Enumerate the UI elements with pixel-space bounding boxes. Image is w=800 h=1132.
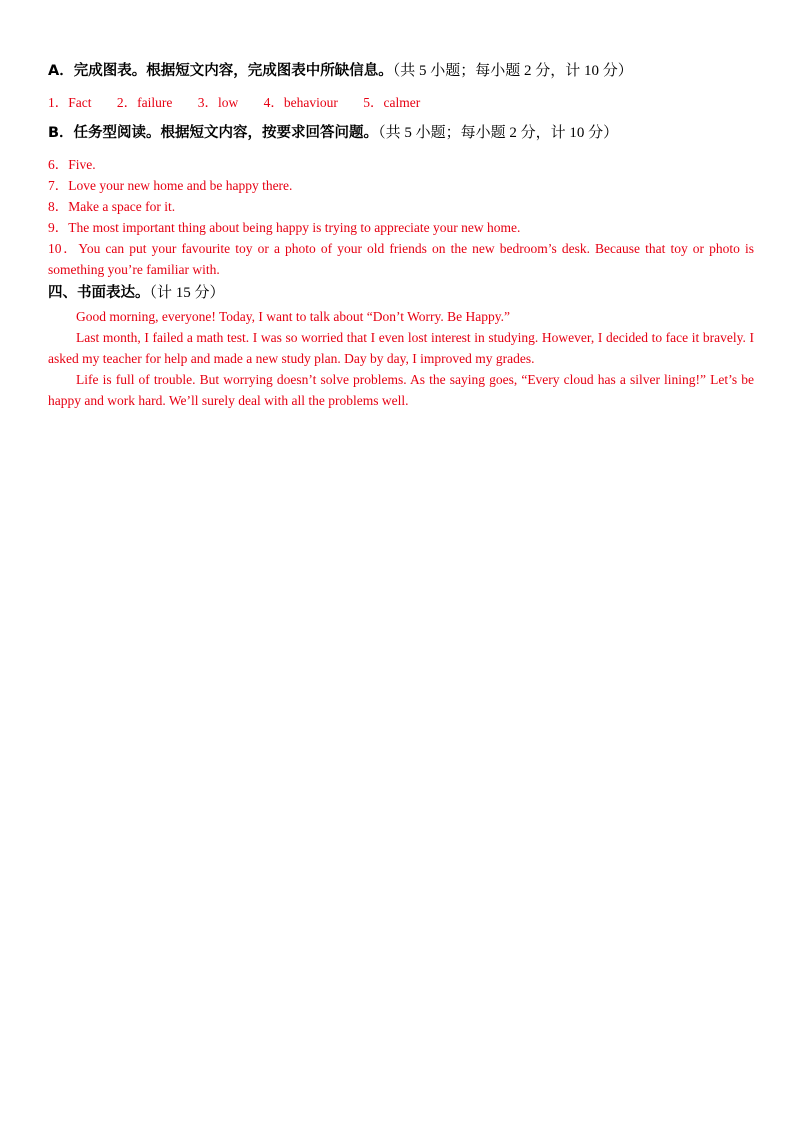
section-4-heading (48, 280, 754, 306)
answer-sheet (48, 58, 754, 411)
section-b-answers (48, 154, 754, 280)
answer-4: 4．behaviour (263, 95, 338, 110)
answer-1: 1．Fact (48, 95, 92, 110)
section-b-title: B．任务型阅读。根据短文内容，按要求回答问题。 (48, 125, 379, 141)
model-essay (48, 306, 754, 411)
section-a-answers (48, 92, 754, 114)
answer-8: 8．Make a space for it. (48, 199, 176, 214)
essay-paragraph-2: Last month, I failed a math test. I was so worried that I even lost interest in studying. However, I decided to face it bravely. I asked my teacher for help and made a new study plan. Day by day, I improved my grades. (48, 330, 754, 366)
essay-paragraph-1: Good morning, everyone! Today, I want to talk about “Don’t Worry. Be Happy.” (76, 309, 510, 324)
answer-9: 9．The most important thing about being happy is trying to appreciate your new home. (48, 220, 521, 235)
answer-7: 7．Love your new home and be happy there. (48, 178, 293, 193)
answer-5: 5．calmer (363, 95, 421, 110)
section-b-heading (48, 120, 754, 146)
section-4-title: 四、书面表达。 (48, 285, 150, 301)
section-a-heading (48, 58, 754, 84)
section-4-score-note: （计 15 分） (149, 285, 225, 301)
section-a-score-note: （共 5 小题；每小题 2 分，计 10 分） (392, 63, 633, 79)
section-a-title: A．完成图表。根据短文内容，完成图表中所缺信息。 (48, 63, 393, 79)
answer-2: 2．failure (116, 95, 173, 110)
section-b-score-note: （共 5 小题；每小题 2 分，计 10 分） (378, 125, 619, 141)
answer-6: 6．Five. (48, 157, 96, 172)
answer-3: 3．low (197, 95, 239, 110)
essay-paragraph-3: Life is full of trouble. But worrying doesn’t solve problems. As the saying goes, “Every cloud has a silver lining!” Let’s be happy and work hard. We’ll surely deal with all the problems well. (48, 372, 754, 408)
answer-10: 10．You can put your favourite toy or a photo of your old friends on the new bedroom’s desk. Because that toy or photo is something you’re familiar with. (48, 241, 754, 277)
